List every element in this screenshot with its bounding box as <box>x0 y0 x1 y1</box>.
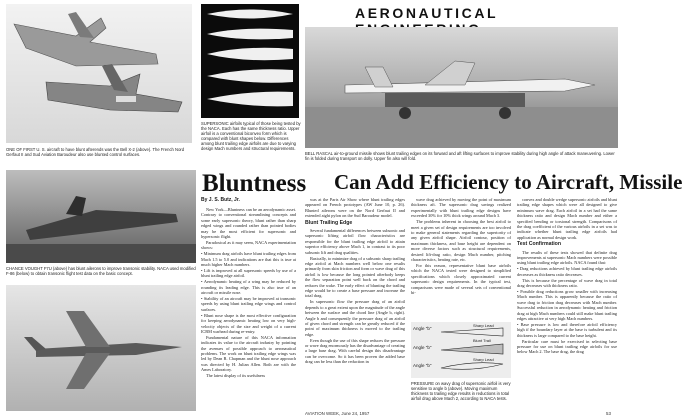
caption-bell-rascal: BELL RASCAL air-to-ground missile shows blunt trailing edges on its forward and aft lifting surfaces to improve stability during high angle of attack maneuvering. Lower fin is folded during transport on dolly. Upper fin also will fold. <box>305 151 616 161</box>
diagram-label-angle-3: Angle "b" <box>413 363 432 368</box>
bell-rascal-photo <box>305 27 618 148</box>
paragraph: • Drag reductions achieved by blunt trailing edge airfoils decreases as thickness ratio decreases. <box>517 266 617 277</box>
paragraph: • Possible drag reductions grow smaller with increasing Mach number. This is apparently because the ratio of wave drag to friction drag decreases with Mach number. Successful reduction in aerodynamic heating and friction drag at high Mach numbers could still make blunt trailing edges attractive at very high Mach numbers. <box>517 289 617 322</box>
pressure-diagram <box>411 322 511 378</box>
diagram-label-edge-2: Blunt Trail <box>473 338 491 343</box>
page-number: 53 <box>606 411 611 416</box>
paragraph: For this reason, representative blunt base airfoils which the NACA tested were designed to simplified specifications which closely approximated current supersonic design requirements. In the typical test, comparisons were made of several sets of conventional bi- <box>411 262 511 295</box>
x2-aircraft-photo <box>6 4 192 143</box>
paragraph: was at the Paris Air Show where blunt trailing edges appeared on French prototypes (AW June 10, p. 26). Blunted ailerons were on the Nord Gerfaut II and extended aight pylon on the Sud Baroudeur model. <box>305 197 405 219</box>
caption-x2: ONE OF FIRST U. S. aircraft to have blunt afterends was the Bell X-2 (above). The French Nord Gerfaut II and Sud Aviation Baroudeur also use blunted control surfaces. <box>6 147 186 157</box>
jet-illustration <box>6 4 192 143</box>
caption-pressure: PRESSURE on wavy drag of supersonic airfoil is very sensitive to angle b (above). Moving maximum thickness to trailing edge results in reductions in total airfoil drag above Mach 2, according to NACA tests. <box>411 381 512 401</box>
caption-supersonic-airfoils: SUPERSONIC airfoils typical of those being tested by the NACA. Each has the same thickness ratio. Upper airfoil is a conventional biconvex form which is compared with blunt shapes below. Differences among blunt trailing edge airfoils are due to varying design Mach numbers and structural requirements. <box>201 121 302 151</box>
caption-f7u: CHANCE VOUGHT F7U (above) has blunt ailerons to improve transonic stability. NACA used modified F-86 (below) to obtain transonic flight test data on the basic concept. <box>6 266 197 276</box>
diagram-label-angle-1: Angle "b" <box>413 326 432 331</box>
diagram-label-angle-2: Angle "b" <box>413 345 432 350</box>
article-column-4 <box>517 197 617 407</box>
paragraph: • Stability of an aircraft may be improved at transonic speeds by using blunt trailing edge wings and control surfaces. <box>201 296 296 312</box>
article-column-2 <box>305 197 405 407</box>
paragraph: New York—Bluntness can be an aerodynamic asset. Contrary to conventional streamlining concepts and some early supersonic theory, blunt rather than sharp edged wings and rounded rather than pointed bodies may be the most efficient for supersonic and hypersonic flight. <box>201 207 296 240</box>
f7u-aircraft-photo <box>6 170 196 263</box>
diagram-label-edge-3: Sharp Lead <box>473 357 494 362</box>
paragraph: Several fundamental differences between subsonic and supersonic lifting airfoil flow characteristics are responsible for the blunt trailing edge airfoil to attain superior efficiency above Mach 1, in contrast to its poor subsonic lift and drag qualities. <box>305 228 405 255</box>
paragraph: convex and double wedge supersonic airfoils and blunt trailing edge shapes which were all designed to give minimum wave drag. Each airfoil in a set had the same thickness ratio and design Mach number and either a specified bending or torsional strength. Comparisons of the drag coefficient of the various airfoils in a set was to indicate whether blunt trailing edge airfoils had application as normal design work. <box>517 197 617 240</box>
paragraph: Particular care must be exercised in selecting base pressure for use on blunt trailing edge airfoils for use below Mach 2. The base drag, the drag <box>517 338 617 355</box>
footer-issue: AVIATION WEEK, June 24, 1957 <box>305 411 370 416</box>
headline-right: Can Add Efficiency to Aircraft, Missile <box>334 170 682 194</box>
paragraph: • Lift is improved at all supersonic speeds by use of a blunt trailing edge airfoil. <box>201 267 296 279</box>
paragraph: The latest display of its usefulness <box>206 373 266 379</box>
f86-aircraft-photo <box>6 285 196 411</box>
diagram-label-edge-1: Sharp Lead <box>473 323 494 328</box>
subheading: Test Confirmation <box>517 241 561 248</box>
article-column-3 <box>411 197 511 318</box>
paragraph: In supersonic flow the pressure drag of an airfoil depends to a great extent upon the magnitude of the angle between the surface and the chord line (Angle b, right). Angle b and consequently the pressure drag of an airfoil of given chord and strength can be greatly reduced if the point of maximum thickness is moved to the trailing edge. <box>305 299 405 337</box>
headline-left: Bluntness <box>202 170 307 197</box>
paragraph: Basically, to minimize drag of a subsonic sharp trailing edge airfoil at Mach numbers well below one results primarily from skin friction and form or wave drag of this airfoil is low because the long pointed afterbody keeps the flow separation point well back on the chord and reduces the wake. The early effect of blunting the trailing edge would be to create a base pressure and increase the total drag. <box>305 255 405 299</box>
paragraph: This is because the percentage of wave drag in total drag decreases with thickness ratio. <box>517 277 617 289</box>
paragraph: Even though the use of this shape reduces the pressure or wave drag enormously has the disadvantage of creating a large base drag. With careful design this disadvantage can be overcome. So it has been proven the added base drag can be less than the reduction in <box>305 337 405 365</box>
paragraph: • Minimum drag airfoils have blunt trailing edges from Mach 1.5 to 5.0 and indications are that this is true at much higher Mach numbers. <box>201 251 296 268</box>
byline: By J. S. Butz, Jr. <box>201 197 240 203</box>
paragraph: wave drag achieved by moving the point of maximum thickness aft. The supersonic drag savings realized experimentally with blunt trailing edge designs have exceeded 30% for 10% thick wings around Mach 3. <box>411 197 511 219</box>
paragraph: • Aerodynamic heating of a wing may be reduced by rounding its leading edge. This is also true of an aircraft or missile nose. <box>201 279 296 296</box>
paragraph: • Base pressure is low and therefore airfoil efficiency high if the boundary layer at the base is turbulent and its thickness is large compared to the base height. <box>517 321 617 338</box>
section-title: AERONAUTICAL <box>355 5 498 21</box>
paragraph: Fundamental nature of this NACA information indicates its value to the aircraft industry by pointing the avenues of possible approach to aeronautical problems. The work on blunt trailing edge wings was led by Dean R. Chapman and the blunt nose approach was directed by H. Julian Allen. Both are with the Ames Laboratory. <box>201 334 296 373</box>
article-column-1 <box>201 207 296 407</box>
subheading: Blunt Trailing Edge <box>305 219 353 226</box>
airfoil-diagram <box>201 4 299 118</box>
paragraph: Paradoxical as it may seem, NACA experimentation shows: <box>201 239 296 251</box>
paragraph: • Blunt nose shape is the most effective configuration for keeping aerodynamic heating low on very high-velocity objects of the size and weight of a current ICBM warhead during re-entry. <box>201 312 296 334</box>
paragraph: The problems inherent in choosing the best airfoil to meet a given set of design requirements are too involved to make general statements regarding the superiority of any given airfoil shape. Airfoil contour, position of maximum thickness, and base height are dependent on more diverse factors such as structural requirements, desired lift-drag ratio, design Mach number, pitching characteristics, heating rate, etc. <box>411 219 511 262</box>
paragraph: The results of these tests showed that definite drag improvements at supersonic Mach numbers were possible using blunt trailing edge airfoils. NACA found that: <box>517 249 617 266</box>
